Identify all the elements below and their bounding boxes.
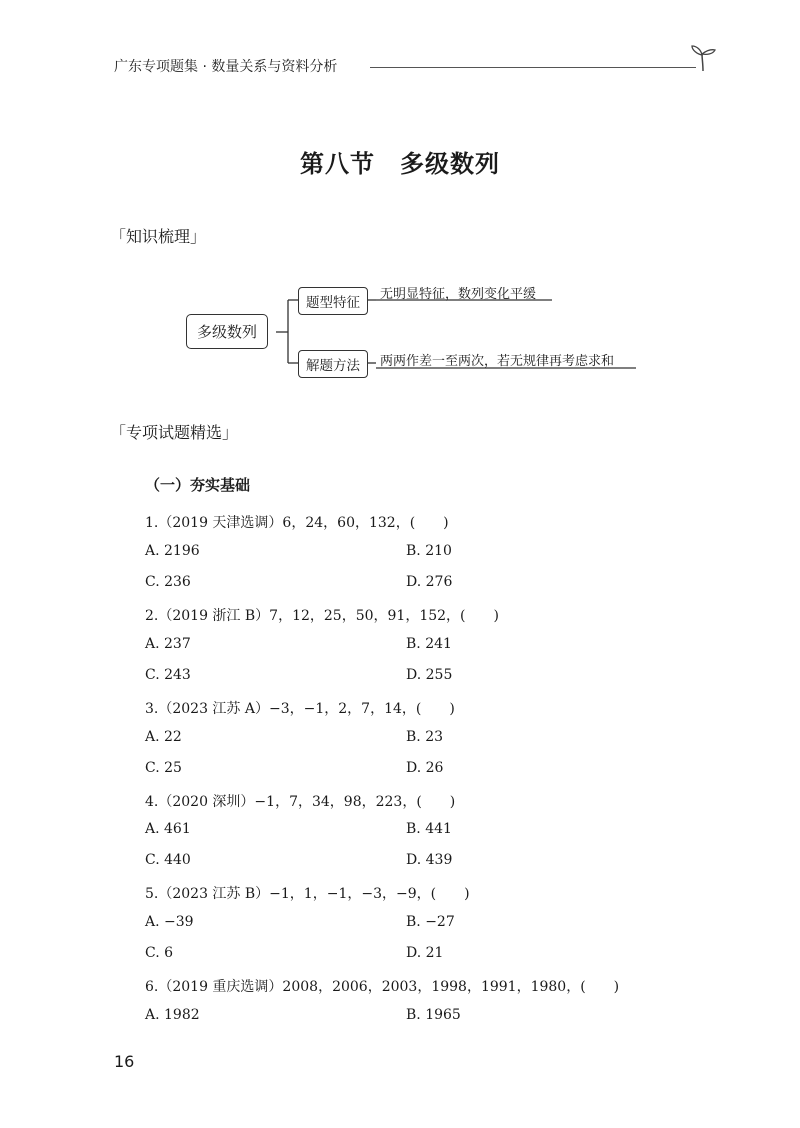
question-stem: 4.（2020 深圳）−1，7，34，98，223，( )	[145, 794, 456, 810]
subsection-title: （一）夯实基础	[145, 476, 251, 494]
mindmap-note-method: 两两作差一至两次，若无规律再考虑求和	[380, 354, 615, 369]
option-c: C. 236	[145, 574, 191, 590]
option-d: D. 26	[406, 760, 444, 776]
bracket-open: 「	[110, 423, 127, 442]
option-d: D. 276	[406, 574, 453, 590]
option-a: A. 2196	[145, 543, 200, 559]
mindmap	[180, 280, 650, 380]
header-rule	[370, 67, 696, 68]
option-b: B. 1965	[406, 1007, 461, 1023]
section-heading-knowledge	[110, 224, 206, 247]
bracket-close: 」	[190, 227, 207, 246]
option-a: A. 1982	[145, 1007, 200, 1023]
option-d: D. 255	[406, 667, 453, 683]
question-stem: 2.（2019 浙江 B）7，12，25，50，91，152，( )	[145, 608, 499, 624]
option-b: B. −27	[406, 914, 455, 930]
running-header-title: 广东专项题集 · 数量关系与资料分析	[114, 59, 338, 75]
option-c: C. 6	[145, 945, 174, 961]
option-a: A. 461	[145, 821, 191, 837]
mindmap-note-features: 无明显特征，数列变化平缓	[380, 287, 537, 302]
mindmap-branch-features: 题型特征	[298, 287, 368, 315]
bracket-open: 「	[110, 227, 127, 246]
option-b: B. 23	[406, 729, 444, 745]
page-number: 16	[114, 1052, 135, 1071]
mindmap-root-node: 多级数列	[186, 314, 268, 349]
option-b: B. 441	[406, 821, 452, 837]
section-heading-exercises	[110, 420, 238, 443]
option-c: C. 243	[145, 667, 191, 683]
mindmap-branch-method: 解题方法	[298, 350, 368, 378]
question-stem: 6.（2019 重庆选调）2008，2006，2003，1998，1991，1980，( )	[145, 979, 620, 995]
question-stem: 5.（2023 江苏 B）−1，1，−1，−3，−9，( )	[145, 886, 470, 902]
page-title: 第八节 多级数列	[300, 150, 500, 178]
option-d: D. 21	[406, 945, 444, 961]
question-stem: 1.（2019 天津选调）6，24，60，132，( )	[145, 515, 449, 531]
option-a: A. 237	[145, 636, 191, 652]
section-label: 专项试题精选	[126, 423, 223, 442]
option-a: A. 22	[145, 729, 182, 745]
option-a: A. −39	[145, 914, 194, 930]
section-label: 知识梳理	[126, 227, 191, 246]
sprout-icon	[686, 40, 720, 74]
question-stem: 3.（2023 江苏 A）−3，−1，2，7，14，( )	[145, 701, 455, 717]
option-d: D. 439	[406, 852, 453, 868]
bracket-close: 」	[222, 423, 239, 442]
option-c: C. 25	[145, 760, 182, 776]
option-c: C. 440	[145, 852, 191, 868]
option-b: B. 210	[406, 543, 452, 559]
option-b: B. 241	[406, 636, 452, 652]
